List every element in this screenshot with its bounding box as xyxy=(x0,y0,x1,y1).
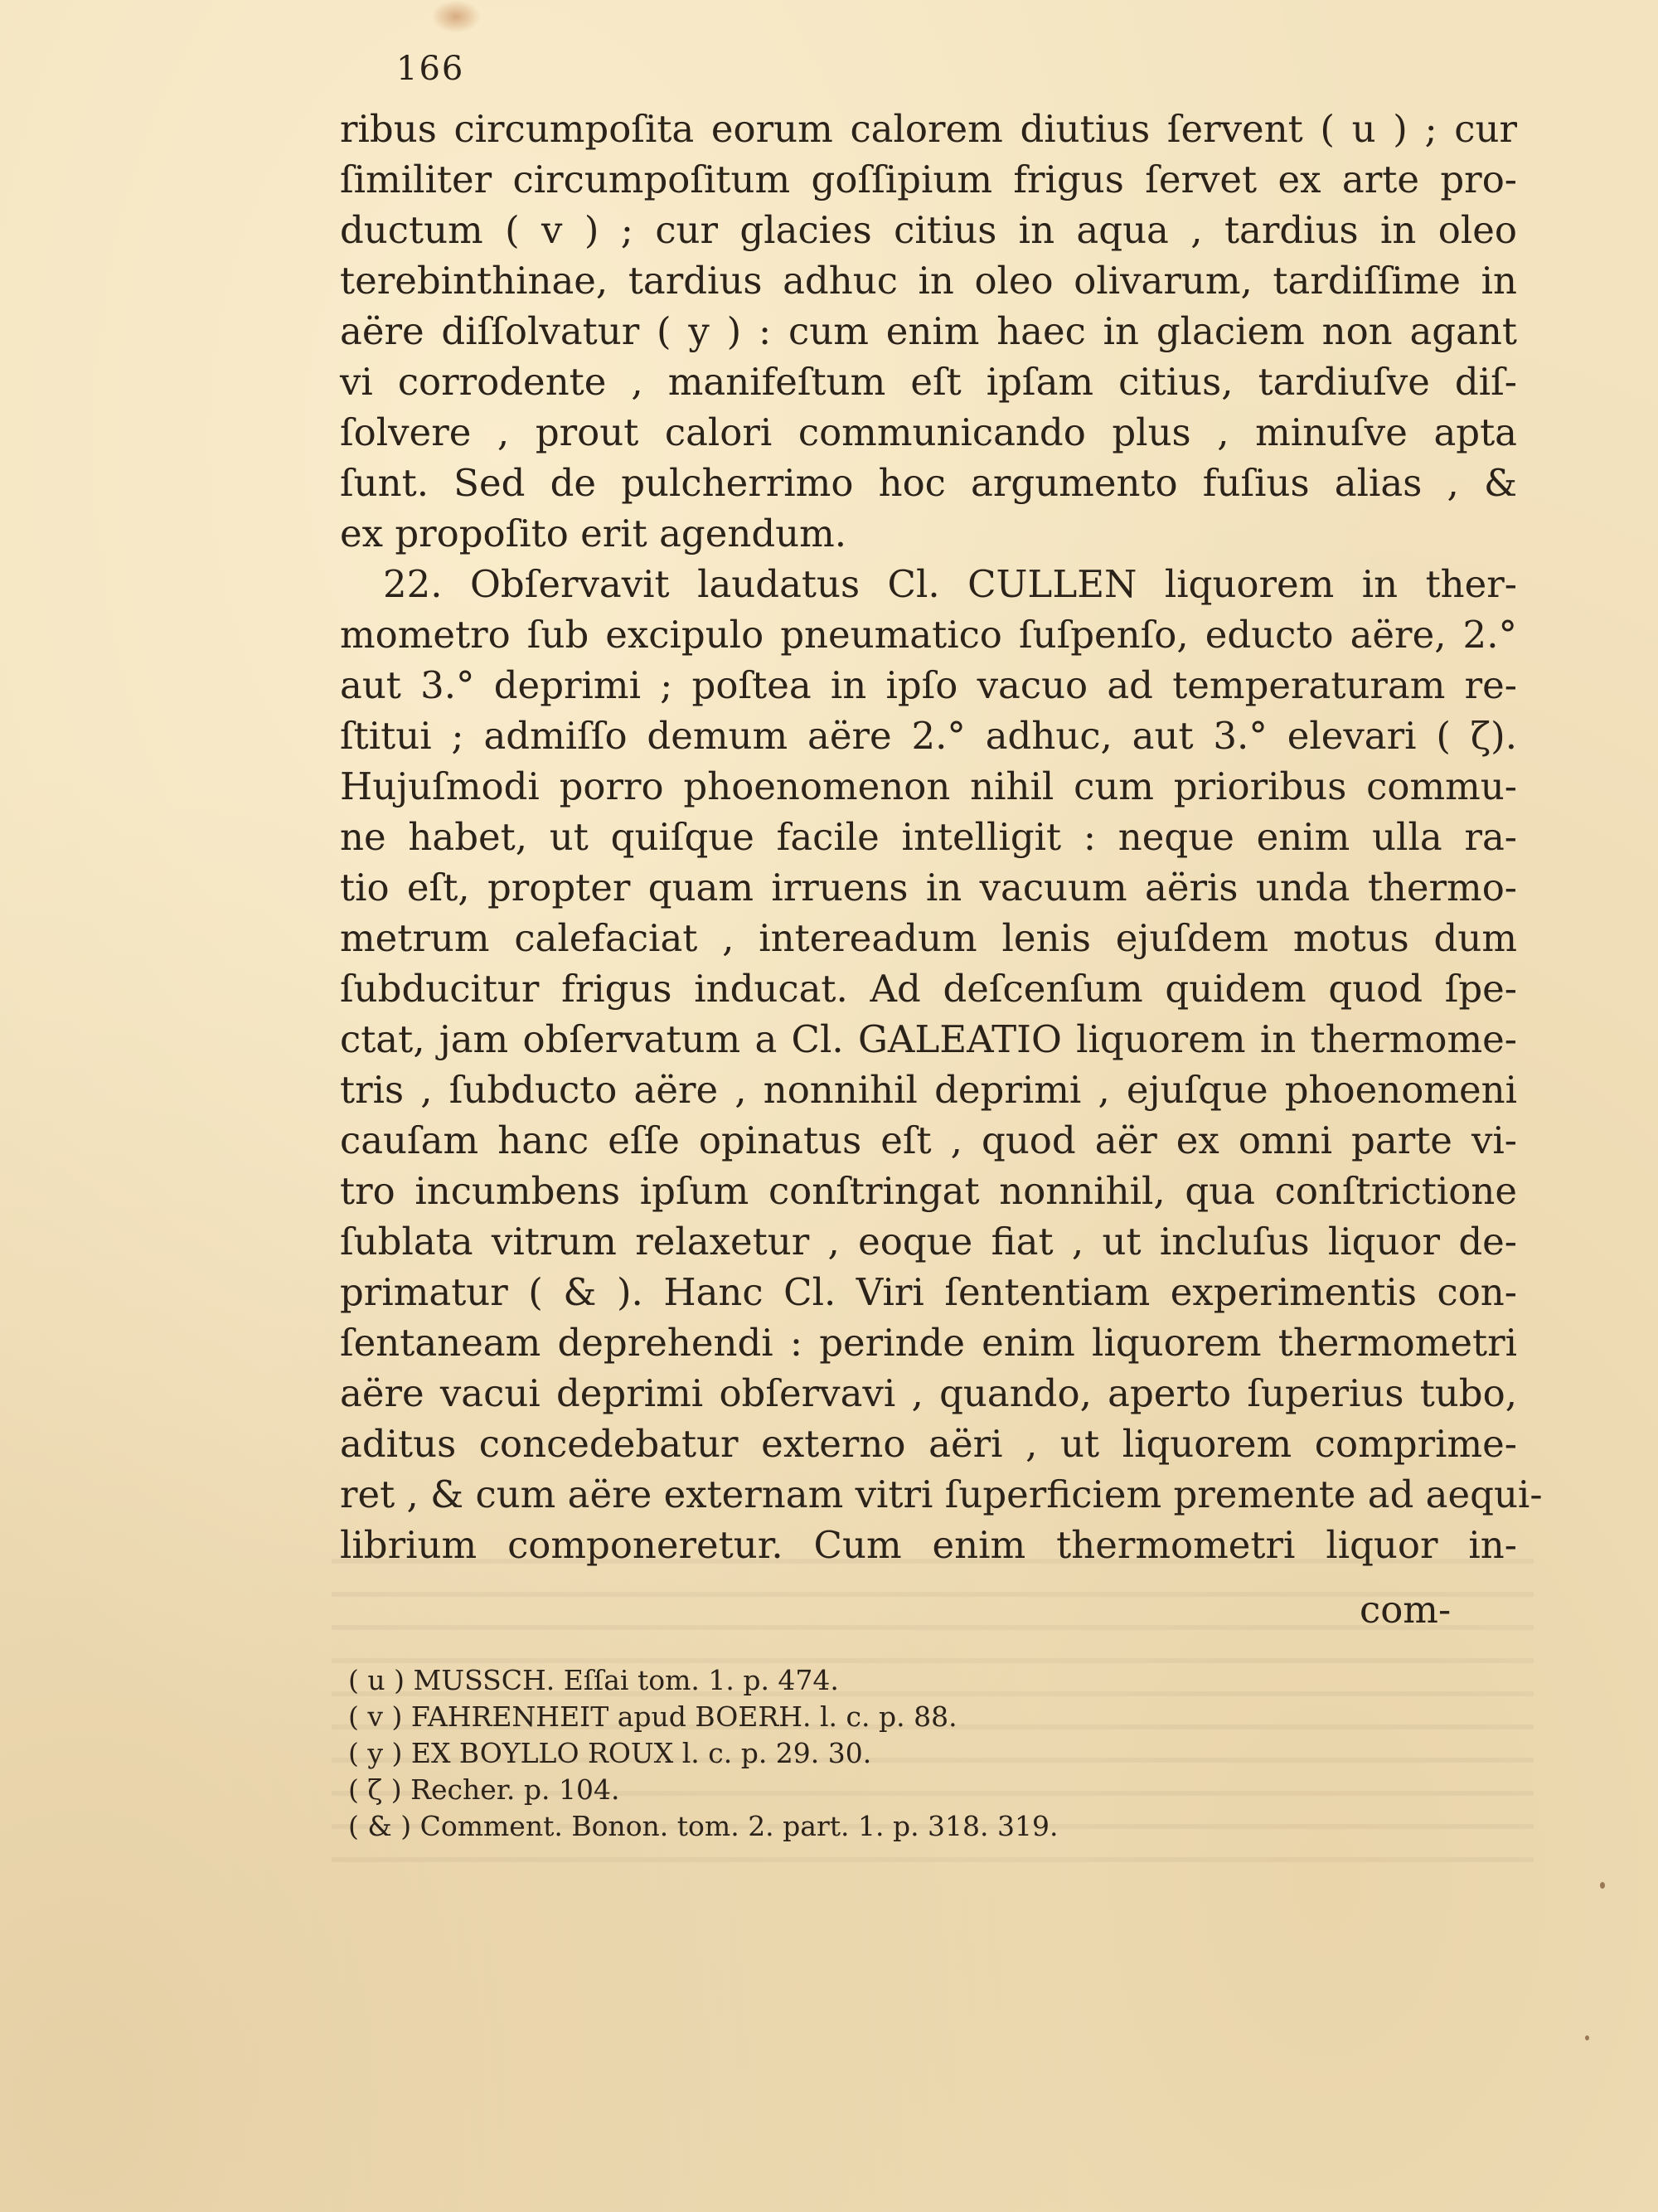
catchword: com- xyxy=(1360,1588,1452,1632)
text-line: aëre diſſolvatur ( y ) : cum enim haec in glaciem non agant xyxy=(340,309,1517,353)
text-line: librium componeretur. Cum enim thermometri liquor in- xyxy=(340,1523,1517,1567)
text-line: ctat, jam obſervatum a Cl. GALEATIO liquorem in thermome- xyxy=(340,1017,1517,1061)
text-line: aditus concedebatur externo aëri , ut liquorem comprime- xyxy=(340,1422,1517,1466)
footnote: ( u ) MUSSCH. Eſſai tom. 1. p. 474. xyxy=(348,1664,839,1696)
text-line: primatur ( & ). Hanc Cl. Viri ſententiam experimentis con- xyxy=(340,1270,1517,1314)
text-line: ductum ( v ) ; cur glacies citius in aqua , tardius in oleo xyxy=(340,208,1517,252)
footnote: ( y ) EX BOYLLO ROUX l. c. p. 29. 30. xyxy=(348,1737,872,1769)
text-line: metrum calefaciat , intereadum lenis ejuſdem motus dum xyxy=(340,916,1517,960)
text-line: ſimiliter circumpoſitum goſſipium frigus ſervet ex arte pro- xyxy=(340,158,1517,201)
text-line: cauſam hanc eſſe opinatus eſt , quod aër ex omni parte vi- xyxy=(340,1118,1517,1162)
footnote: ( & ) Comment. Bonon. tom. 2. part. 1. p. 318. 319. xyxy=(348,1810,1059,1842)
footnotes xyxy=(348,1662,1260,1845)
text-line: ſentaneam deprehendi : perinde enim liquorem thermometri xyxy=(340,1321,1517,1365)
text-line: ne habet, ut quiſque facile intelligit : neque enim ulla ra- xyxy=(340,815,1517,859)
text-line: Hujuſmodi porro phoenomenon nihil cum prioribus commu- xyxy=(340,764,1517,808)
footnote: ( v ) FAHRENHEIT apud BOERH. l. c. p. 88. xyxy=(348,1700,957,1733)
text-line: tio eſt, propter quam irruens in vacuum aëris unda thermo- xyxy=(340,866,1517,910)
paper-speck xyxy=(1585,2035,1589,2040)
text-line: ribus circumpoſita eorum calorem diutius ſervent ( u ) ; cur xyxy=(340,107,1517,151)
footnote: ( ζ ) Recher. p. 104. xyxy=(348,1773,620,1806)
text-line: ſolvere , prout calori communicando plus , minuſve apta xyxy=(340,410,1517,454)
text-line: ſubducitur frigus inducat. Ad deſcenſum quidem quod ſpe- xyxy=(340,967,1517,1011)
text-line: ſublata vitrum relaxetur , eoque fiat , ut incluſus liquor de- xyxy=(340,1220,1517,1264)
text-line: 22. Obſervavit laudatus Cl. CULLEN liquorem in ther- xyxy=(383,562,1517,606)
text-line: tris , ſubducto aëre , nonnihil deprimi , ejuſque phoenomeni xyxy=(340,1068,1517,1112)
text-line: ſunt. Sed de pulcherrimo hoc argumento fuſius alias , & xyxy=(340,461,1517,505)
page-number: 166 xyxy=(396,50,465,88)
text-line: ex propoſito erit agendum. xyxy=(340,512,847,555)
text-line: terebinthinae, tardius adhuc in oleo olivarum, tardiſſime in xyxy=(340,259,1517,303)
text-line: aëre vacui deprimi obſervavi , quando, aperto ſuperius tubo, xyxy=(340,1371,1517,1415)
text-line: vi corrodente , manifeſtum eſt ipſam citius, tardiuſve diſ- xyxy=(340,360,1517,404)
paper-speck xyxy=(1600,1882,1605,1889)
text-line: mometro ſub excipulo pneumatico ſuſpenſo, educto aëre, 2.° xyxy=(340,613,1517,657)
body-text xyxy=(340,104,1543,1570)
text-line: tro incumbens ipſum conſtringat nonnihil, qua conſtrictione xyxy=(340,1169,1517,1213)
ink-stain xyxy=(431,0,481,33)
text-line: ſtitui ; admiſſo demum aëre 2.° adhuc, aut 3.° elevari ( ζ). xyxy=(340,714,1517,758)
text-line: aut 3.° deprimi ; poſtea in ipſo vacuo ad temperaturam re- xyxy=(340,663,1517,707)
text-line: ret , & cum aëre externam vitri ſuperficiem premente ad aequi- xyxy=(340,1472,1543,1516)
